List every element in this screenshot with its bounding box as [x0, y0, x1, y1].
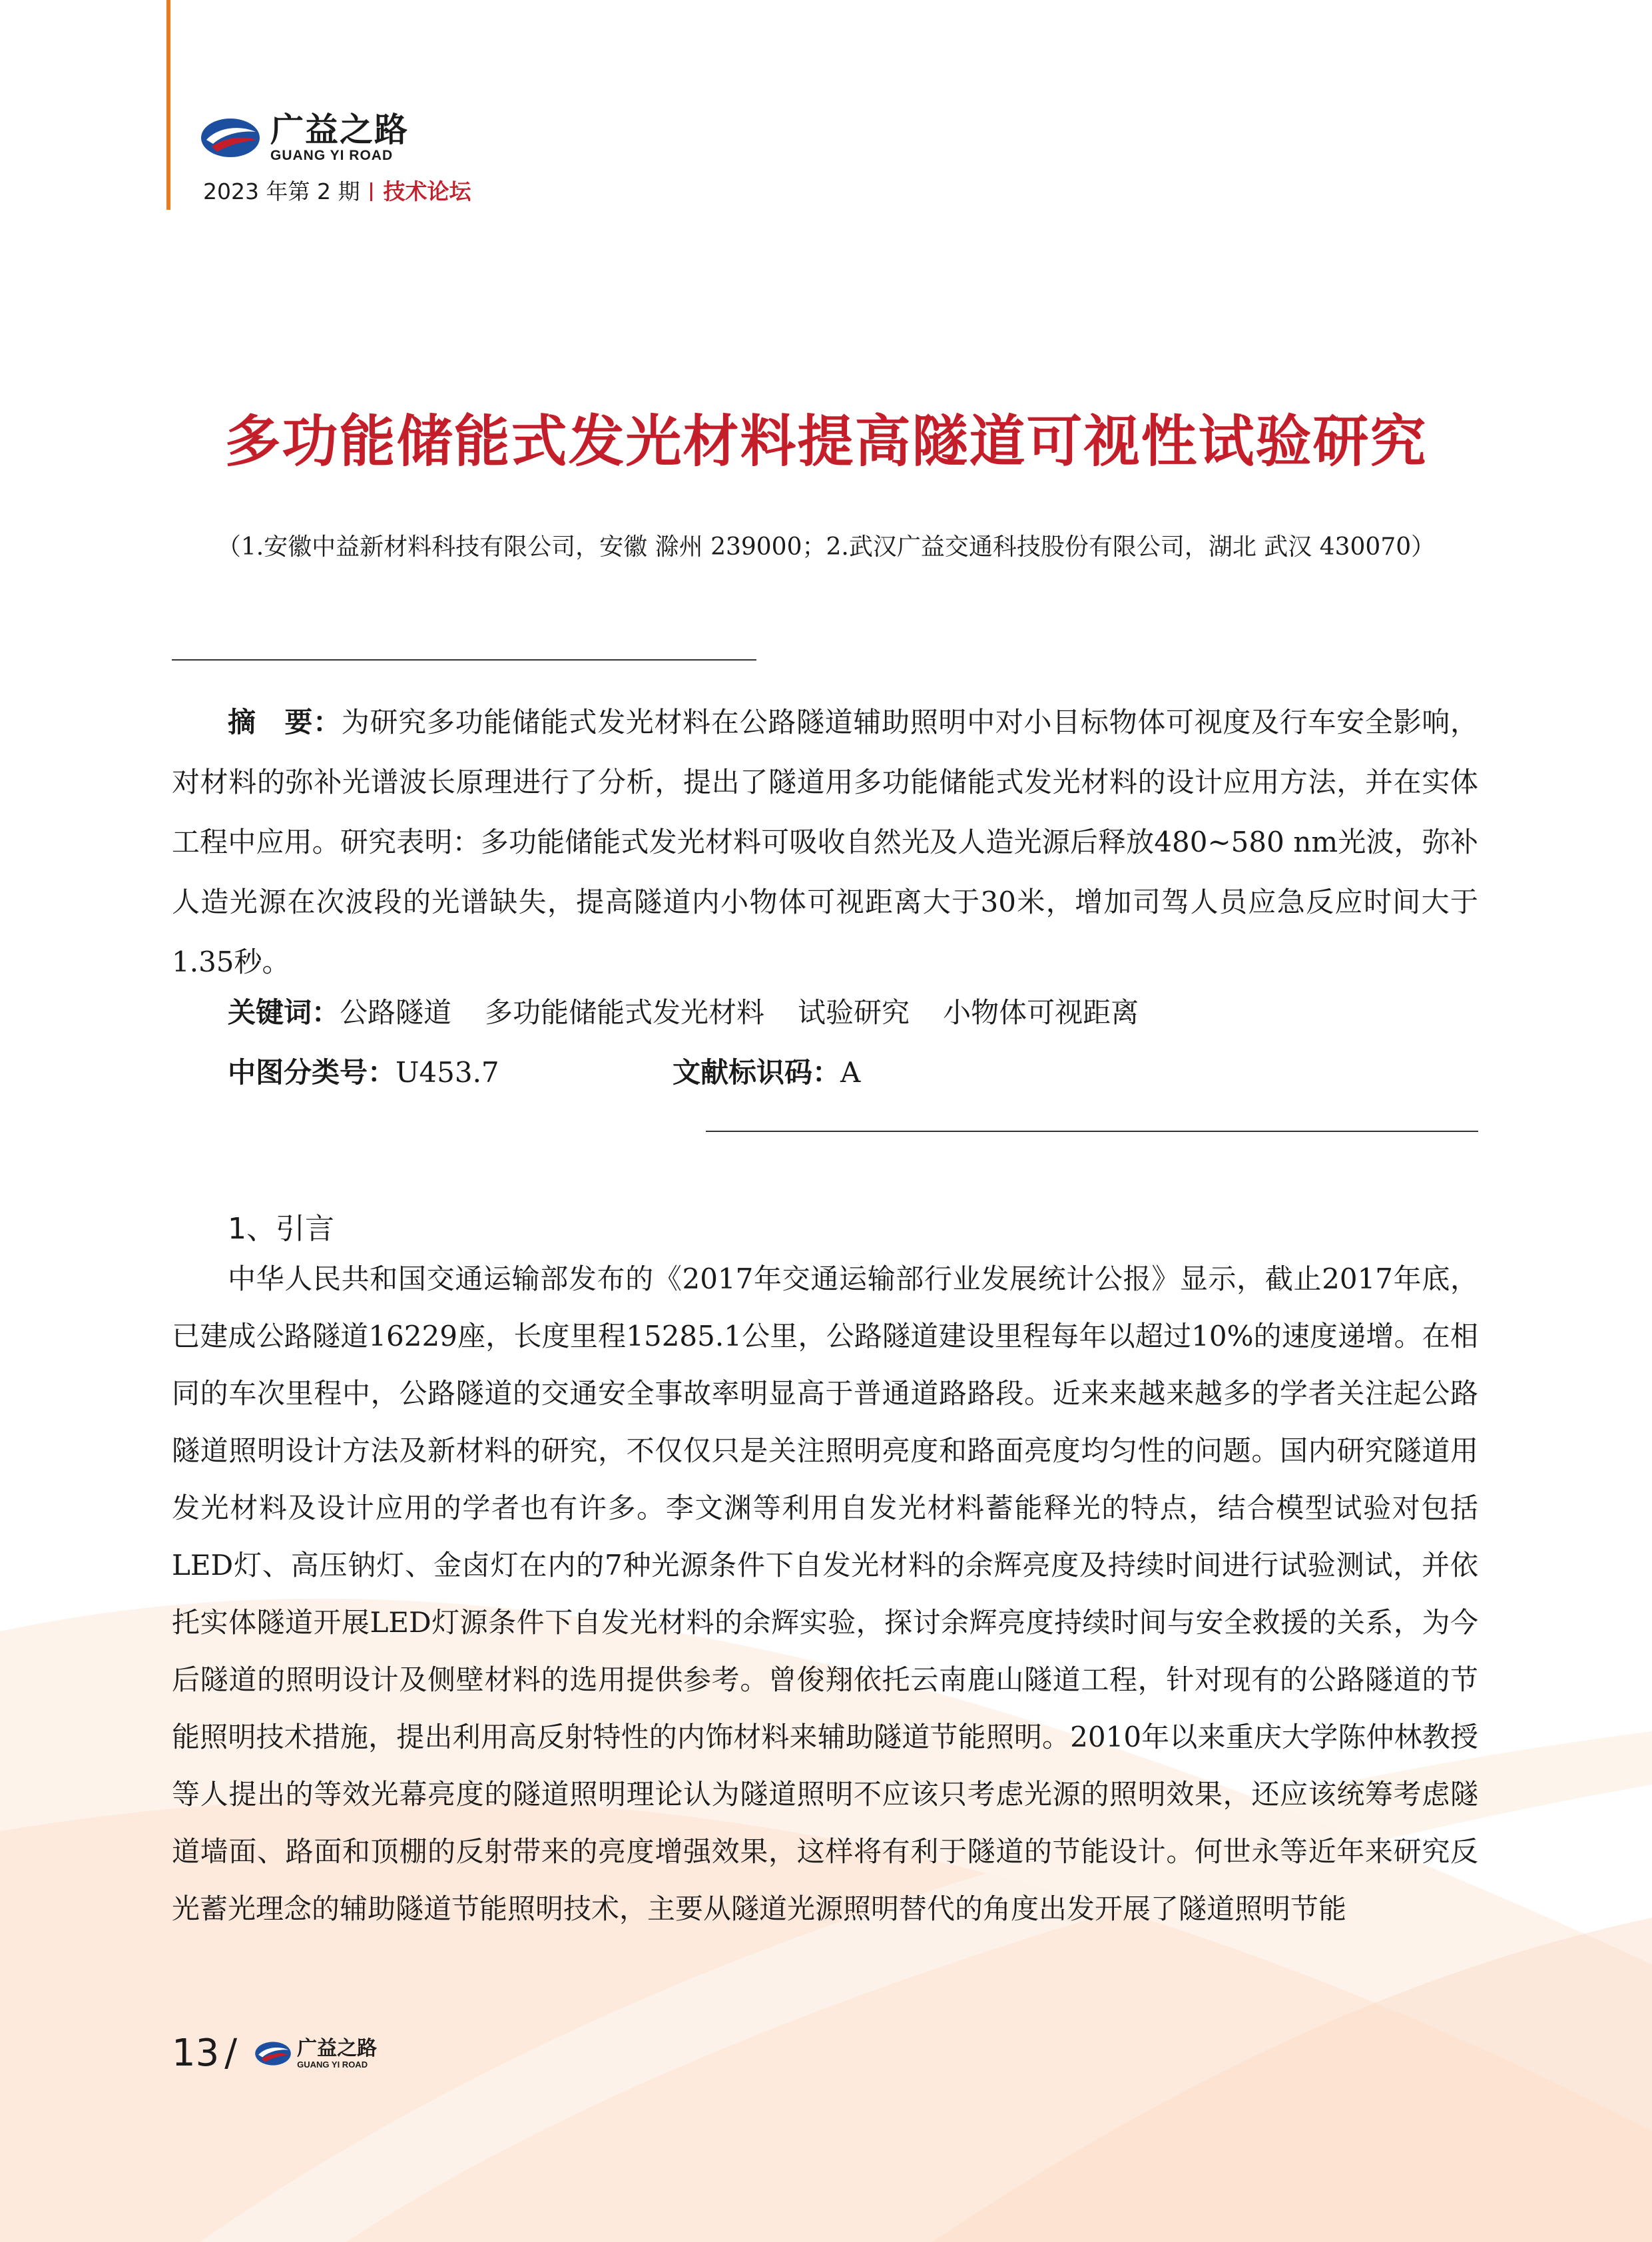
footer-logo-cn: 广益之路: [297, 2036, 378, 2060]
article-title: 多功能储能式发光材料提高隧道可视性试验研究: [224, 409, 1428, 474]
issue-separator: [370, 182, 372, 201]
accent-bar: [166, 0, 170, 210]
keywords-line: [228, 983, 1172, 1043]
logo-text: [270, 112, 409, 164]
issue-number: 2023 年第 2 期: [203, 178, 360, 204]
keyword: 公路隧道: [340, 996, 452, 1029]
page-slash: /: [224, 2032, 238, 2075]
keyword: 多功能储能式发光材料: [485, 996, 765, 1029]
clc-label: 中图分类号：: [228, 1056, 396, 1089]
abstract: [172, 693, 1478, 992]
abstract-bottom-rule: [706, 1131, 1478, 1132]
logo-name-cn: 广益之路: [270, 111, 409, 149]
classification-line: [228, 1043, 861, 1103]
page-number: 13: [172, 2032, 220, 2075]
abstract-top-rule: [172, 659, 756, 661]
abstract-text: 为研究多功能储能式发光材料在公路隧道辅助照明中对小目标物体可视度及行车安全影响，对材料的弥补光谱波长原理进行了分析，提出了隧道用多功能储能式发光材料的设计应用方法，并在实体工程中应用。研究表明：多功能储能式发光材料可吸收自然光及人造光源后释放480~580 nm光波，弥补人造光源在次波段的光谱缺失，提高隧道内小物体可视距离大于30米，增加司驾人员应急反应时间大于1.35秒。: [172, 706, 1478, 978]
guangyi-logo-icon: [254, 2040, 292, 2067]
doc-code: [673, 1043, 860, 1103]
keyword: 小物体可视距离: [943, 996, 1139, 1029]
clc-value: U453.7: [396, 1056, 499, 1089]
keywords-label: 关键词：: [228, 996, 340, 1029]
footer-logo-en: GUANG YI ROAD: [297, 2059, 368, 2070]
guangyi-logo-icon: [200, 117, 261, 158]
header-logo: [200, 112, 409, 164]
footer-logo-text: [297, 2038, 377, 2070]
abstract-label: 摘 要：: [228, 706, 342, 738]
section-name: 技术论坛: [383, 178, 471, 204]
doc-code-label: 文献标识码：: [673, 1056, 841, 1089]
section-heading: 1、引言: [228, 1212, 334, 1246]
author-affiliations: （1.安徽中益新材料科技有限公司，安徽 滁州 239000；2.武汉广益交通科技股份有限公司，湖北 武汉 430070）: [216, 533, 1436, 561]
issue-line: [203, 178, 471, 205]
page-footer: [172, 2032, 377, 2075]
keyword: 试验研究: [798, 996, 910, 1029]
body-paragraph: 中华人民共和国交通运输部发布的《2017年交通运输部行业发展统计公报》显示，截止2017年底，已建成公路隧道16229座，长度里程15285.1公里，公路隧道建设里程每年以超过10%的速度递增。在相同的车次里程中，公路隧道的交通安全事故率明显高于普通道路路段。近来来越来越多的学者关注起公路隧道照明设计方法及新材料的研究，不仅仅只是关注照明亮度和路面亮度均匀性的问题。国内研究隧道用发光材料及设计应用的学者也有许多。李文渊等利用自发光材料蓄能释光的特点，结合模型试验对包括LED灯、高压钠灯、金卤灯在内的7种光源条件下自发光材料的余辉亮度及持续时间进行试验测试，并依托实体隧道开展LED灯源条件下自发光材料的余辉实验，探讨余辉亮度持续时间与安全救援的关系，为今后隧道的照明设计及侧壁材料的选用提供参考。曾俊翔依托云南鹿山隧道工程，针对现有的公路隧道的节能照明技术措施，提出利用高反射特性的内饰材料来辅助隧道节能照明。2010年以来重庆大学陈仲林教授等人提出的等效光幕亮度的隧道照明理论认为隧道照明不应该只考虑光源的照明效果，还应该统筹考虑隧道墙面、路面和顶棚的反射带来的亮度增强效果，这样将有利于隧道的节能设计。何世永等近年来研究反光蓄光理念的辅助隧道节能照明技术，主要从隧道光源照明替代的角度出发开展了隧道照明节能: [172, 1262, 1478, 1925]
logo-name-en: GUANG YI ROAD: [270, 148, 394, 163]
doc-code-value: A: [840, 1056, 861, 1089]
